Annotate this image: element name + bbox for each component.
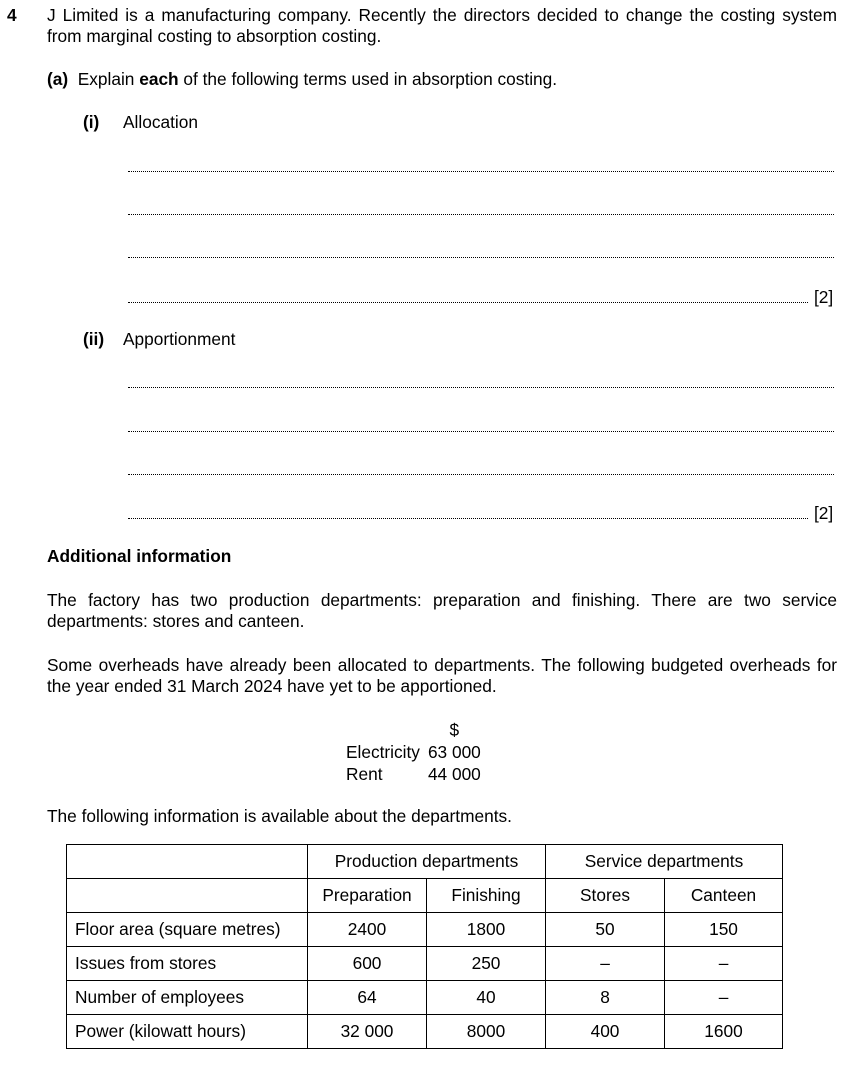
additional-info-heading: Additional information [47, 546, 232, 566]
overhead-name: Electricity [346, 742, 420, 762]
column-header-row [67, 879, 783, 913]
group-header: Production departments [308, 845, 546, 879]
column-header: Preparation [308, 879, 427, 913]
question-intro: J Limited is a manufacturing company. Recently the directors decided to change the costing system from marginal costing to absorption costing. [47, 5, 837, 46]
table-cell: 8000 [427, 1015, 546, 1049]
table-cell: 400 [546, 1015, 665, 1049]
row-label: Number of employees [67, 981, 308, 1015]
row-label: Power (kilowatt hours) [67, 1015, 308, 1049]
currency-label: $ [449, 720, 460, 740]
column-header: Stores [546, 879, 665, 913]
table-row [67, 913, 783, 947]
answer-line[interactable] [128, 214, 834, 215]
table-cell: 64 [308, 981, 427, 1015]
table-row [67, 947, 783, 981]
table-cell: – [665, 947, 783, 981]
question-number: 4 [7, 5, 17, 25]
part-a-text-before: Explain [77, 69, 140, 89]
table-cell: 40 [427, 981, 546, 1015]
item-ii-term: Apportionment [123, 329, 236, 349]
table-row [67, 981, 783, 1015]
overheads-header-row [346, 719, 481, 741]
answer-line[interactable] [128, 518, 808, 519]
part-a-text-after: of the following terms used in absorption costing. [178, 69, 558, 89]
marks-badge: [2] [814, 503, 834, 523]
table-cell: 600 [308, 947, 427, 981]
paragraph-table-intro: The following information is available about the departments. [47, 806, 512, 826]
departments-table [66, 844, 783, 1049]
marks-badge: [2] [814, 287, 834, 307]
overhead-name: Rent [346, 764, 383, 784]
table-row [67, 1015, 783, 1049]
item-i-label: (i) [83, 112, 100, 132]
table-cell: 32 000 [308, 1015, 427, 1049]
table-cell: 1600 [665, 1015, 783, 1049]
row-label: Floor area (square metres) [67, 913, 308, 947]
table-cell: 2400 [308, 913, 427, 947]
answer-line[interactable] [128, 302, 808, 303]
overheads-table [346, 719, 481, 785]
overhead-row [346, 741, 481, 763]
table-cell: – [665, 981, 783, 1015]
paragraph-departments: The factory has two production departments: preparation and finishing. There are two service departments: stores and canteen. [47, 590, 837, 631]
part-a-label: (a) [47, 69, 69, 89]
overhead-value: 44 000 [427, 764, 481, 784]
table-cell: 1800 [427, 913, 546, 947]
column-header: Finishing [427, 879, 546, 913]
table-cell: 50 [546, 913, 665, 947]
table-cell: 250 [427, 947, 546, 981]
table-cell: 150 [665, 913, 783, 947]
answer-line[interactable] [128, 387, 834, 388]
table-cell: 8 [546, 981, 665, 1015]
column-header: Canteen [665, 879, 783, 913]
paragraph-overheads: Some overheads have already been allocated to departments. The following budgeted overheads for the year ended 31 March 2024 have yet to be apportioned. [47, 655, 837, 696]
overhead-row [346, 763, 481, 785]
answer-line[interactable] [128, 257, 834, 258]
group-header: Service departments [546, 845, 783, 879]
answer-line[interactable] [128, 171, 834, 172]
item-i-term: Allocation [123, 112, 198, 132]
row-label: Issues from stores [67, 947, 308, 981]
item-ii-label: (ii) [83, 329, 105, 349]
overhead-value: 63 000 [427, 742, 481, 762]
answer-line[interactable] [128, 474, 834, 475]
part-a-text-bold: each [139, 69, 179, 89]
table-cell: – [546, 947, 665, 981]
part-a-prompt [47, 69, 557, 90]
answer-line[interactable] [128, 431, 834, 432]
group-header-row [67, 845, 783, 879]
